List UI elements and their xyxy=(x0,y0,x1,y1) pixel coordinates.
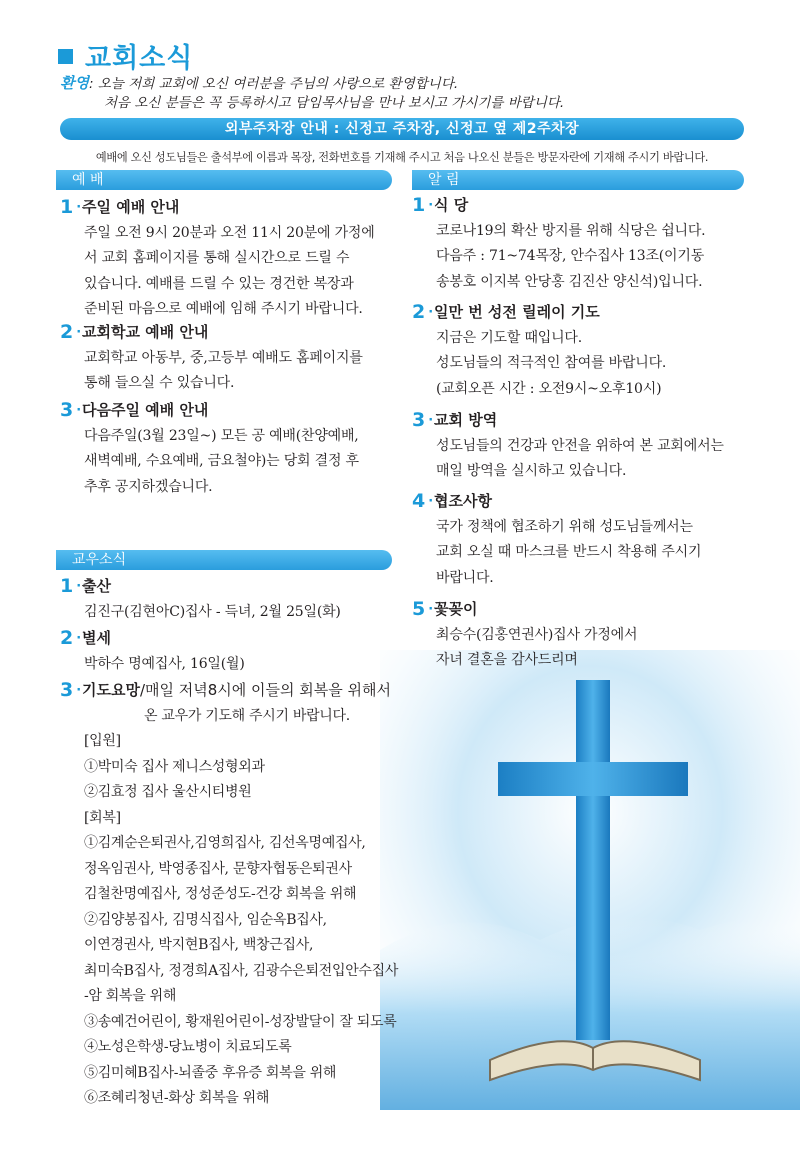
item-number: 1 · xyxy=(60,574,81,600)
item-number: 3 · xyxy=(60,678,81,704)
item-heading: 꽃꽂이 xyxy=(434,600,478,618)
recovery-entry: ⑥조혜리청년-화상 회복을 위해 xyxy=(84,1090,270,1106)
notice-item-4 xyxy=(412,489,752,591)
notice-item-5 xyxy=(412,597,752,674)
fellowship-item-3 xyxy=(60,678,420,1112)
worship-item-2 xyxy=(60,320,400,397)
item-number: 5 · xyxy=(412,597,433,623)
item-body: 교회학교 아동부, 중,고등부 예배도 홈페이지를 통해 들으실 수 있습니다. xyxy=(84,349,363,391)
recovery-entry: ①김계순은퇴권사,김영희집사, 김선옥명예집사, xyxy=(84,835,366,851)
item-heading: 일만 번 성전 릴레이 기도 xyxy=(434,303,600,321)
notice-item-2 xyxy=(412,300,752,402)
page-title xyxy=(58,36,193,75)
worship-item-3 xyxy=(60,398,400,500)
item-heading: 다음주일 예배 안내 xyxy=(82,401,209,419)
square-bullet-icon xyxy=(58,49,73,64)
recovery-label: [회복] xyxy=(84,809,121,826)
welcome-line-2: 처음 오신 분들은 꼭 등록하시고 담임목사님을 만나 보시고 가시기를 바랍니다. xyxy=(104,95,565,111)
admitted-entry: ②김효정 집사 울산시티병원 xyxy=(84,784,252,800)
item-heading: 출산 xyxy=(82,577,111,595)
item-body: 주일 오전 9시 20분과 오전 11시 20분에 가정에 서 교회 홈페이지를 통해 실시간으로 드릴 수 있습니다. 예배를 드릴 수 있는 경건한 복장과 준비된 마음으로 예배에 임해 주시기 바랍니다. xyxy=(84,224,375,317)
item-body: 박하수 명예집사, 16일(월) xyxy=(84,655,245,672)
item-body: 최승수(김홍연권사)집사 가정에서 자녀 결혼을 감사드리며 xyxy=(436,626,638,668)
parking-banner: 외부주차장 안내 : 신정고 주차장, 신정고 옆 제2주차장 xyxy=(60,118,744,140)
admitted-label: [입원] xyxy=(84,733,121,749)
notice-item-1 xyxy=(412,193,752,295)
recovery-entry: 최미숙B집사, 정경희A집사, 김광수은퇴전입안수집사 xyxy=(84,962,399,979)
fellowship-item-2 xyxy=(60,626,400,677)
item-number: 4 · xyxy=(412,489,433,515)
welcome-label: 환영 xyxy=(60,74,89,92)
item-body: 코로나19의 확산 방지를 위해 식당은 쉽니다. 다음주 : 71~74목장, 안수집사 13조(이기동 송봉호 이지복 안당홍 김진산 양신석)입니다. xyxy=(436,222,706,290)
recovery-entry: ③송예건어린이, 황재원어린이-성장발달이 잘 되도록 xyxy=(84,1013,397,1030)
recovery-entry: ②김양봉집사, 김명식집사, 임순옥B집사, xyxy=(84,911,327,928)
item-number: 2 · xyxy=(60,626,81,652)
item-body: 지금은 기도할 때입니다. 성도님들의 적극적인 참여를 바랍니다. (교회오픈 시간 : 오전9시~오후10시) xyxy=(436,329,667,397)
prayer-heading-rest: /매일 저녁8시에 이들의 회복을 위해서 xyxy=(139,681,391,699)
item-number: 2 · xyxy=(412,300,433,326)
worship-item-1 xyxy=(60,195,400,323)
notice-item-3 xyxy=(412,408,752,485)
attendance-notice: 예배에 오신 성도님들은 출석부에 이름과 목장, 전화번호를 기재해 주시고 처음 나오신 분들은 방문자란에 기재해 주시기 바랍니다. xyxy=(95,151,709,164)
prayer-list xyxy=(84,729,420,1112)
page-title-text: 교회소식 xyxy=(85,43,194,74)
recovery-entry: ④노성은학생-당뇨병이 치료되도록 xyxy=(84,1039,292,1055)
welcome-message xyxy=(60,74,564,113)
prayer-heading-label: 기도요망 xyxy=(82,681,140,699)
recovery-entry: 김철찬명예집사, 정성준성도-건강 회복을 위해 xyxy=(84,886,357,902)
recovery-entry: ⑤김미혜B집사-뇌졸중 후유증 회복을 위해 xyxy=(84,1064,337,1081)
item-heading: 교회학교 예배 안내 xyxy=(82,323,209,341)
item-body: 국가 정책에 협조하기 위해 성도님들께서는 교회 오실 때 마스크를 반드시 착용해 주시기 바랍니다. xyxy=(436,518,702,586)
item-heading: 협조사항 xyxy=(434,492,492,510)
section-header-fellowship: 교우소식 xyxy=(56,550,392,570)
item-heading: 별세 xyxy=(82,629,111,647)
fellowship-item-1 xyxy=(60,574,400,625)
item-body: 성도님들의 건강과 안전을 위하여 본 교회에서는 매일 방역을 실시하고 있습니다. xyxy=(436,437,724,479)
item-number: 3 · xyxy=(60,398,81,424)
item-heading: 주일 예배 안내 xyxy=(82,198,180,216)
recovery-entry: 이연경권사, 박지현B집사, 백창근집사, xyxy=(84,937,314,953)
section-header-worship: 예 배 xyxy=(56,170,392,190)
prayer-heading xyxy=(82,678,420,704)
item-number: 1 · xyxy=(60,195,81,221)
item-number: 1 · xyxy=(412,193,433,219)
admitted-entry: ①박미숙 집사 제니스성형외과 xyxy=(84,758,265,775)
recovery-entry: -암 회복을 위해 xyxy=(84,988,177,1004)
item-number: 3 · xyxy=(412,408,433,434)
item-body: 다음주일(3월 23일~) 모든 공 예배(찬양예배, 새벽예배, 수요예배, 금요철야)는 당회 결정 후 추후 공지하겠습니다. xyxy=(84,427,359,495)
cross-bible-illustration xyxy=(380,650,800,1110)
section-header-notices: 알 림 xyxy=(412,170,744,190)
recovery-entry: 정옥임권사, 박영종집사, 문향자협동은퇴권사 xyxy=(84,860,352,877)
item-body: 김진구(김현아C)집사 - 득녀, 2월 25일(화) xyxy=(84,603,341,620)
item-number: 2 · xyxy=(60,320,81,346)
item-heading: 교회 방역 xyxy=(434,411,498,429)
prayer-line-2: 온 교우가 기도해 주시기 바랍니다. xyxy=(144,707,350,724)
welcome-line-1: : 오늘 저희 교회에 오신 여러분을 주님의 사랑으로 환영합니다. xyxy=(88,76,459,92)
item-heading: 식 당 xyxy=(434,196,469,214)
